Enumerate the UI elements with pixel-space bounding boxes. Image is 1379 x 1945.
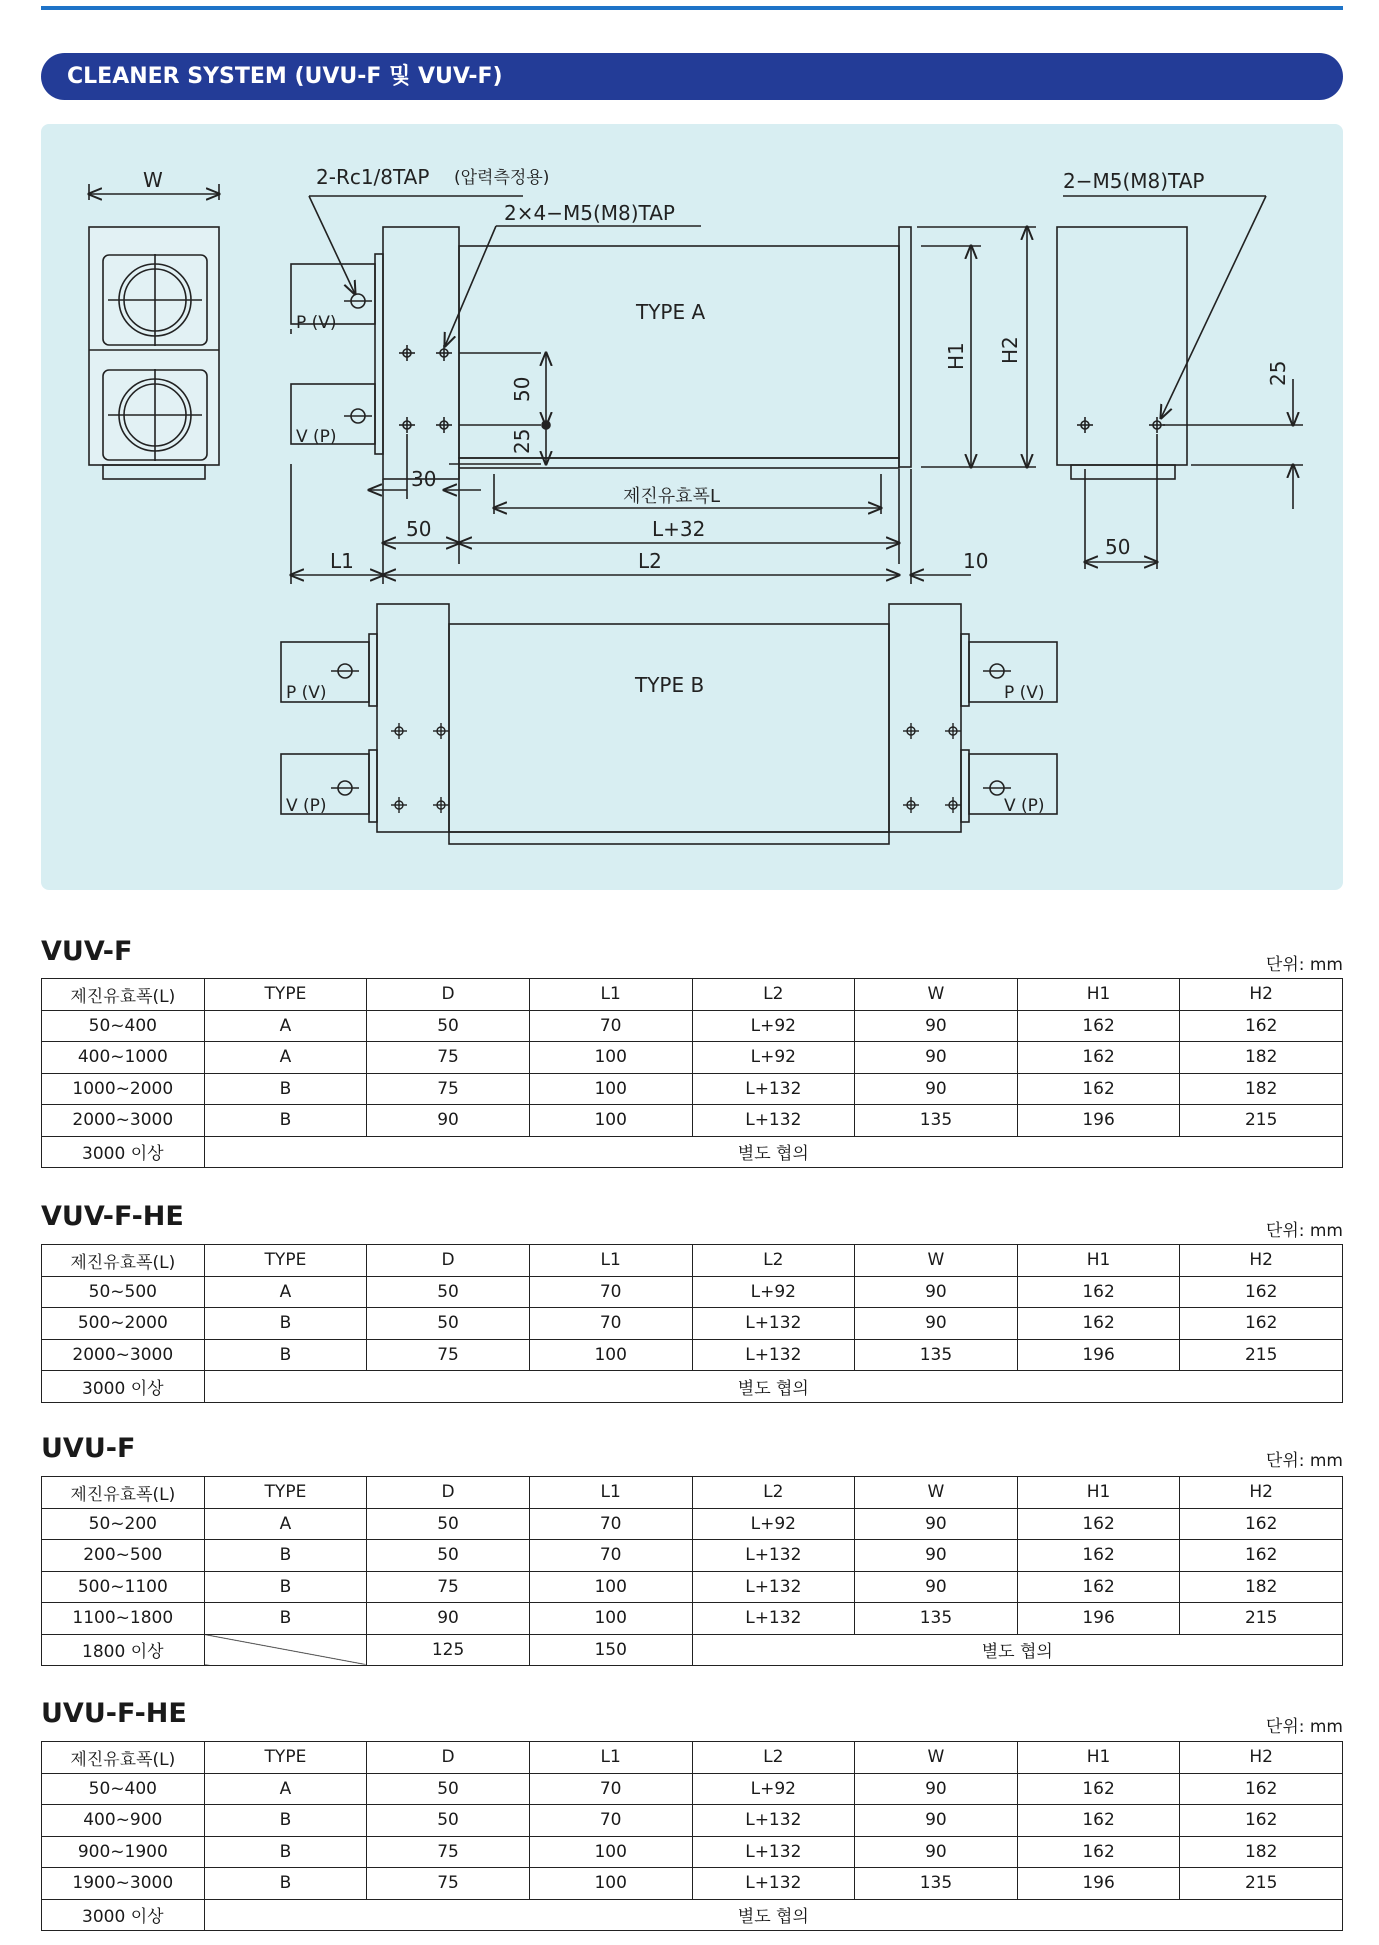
label-tap-pressure-note: (압력측정용) <box>454 168 550 188</box>
label-type-b: TYPE B <box>635 673 705 697</box>
col-header: H1 <box>1017 979 1180 1011</box>
cell: 162 <box>1017 1010 1180 1042</box>
cell: 90 <box>855 1042 1018 1074</box>
label-port-b-right-bottom: V (P) <box>1004 796 1045 816</box>
cell: 215 <box>1180 1868 1343 1900</box>
cell: 182 <box>1180 1571 1343 1603</box>
table-title-uvu-f: UVU-F <box>41 1433 136 1464</box>
table-footer-row <box>42 1371 1343 1403</box>
cell: 50 <box>367 1773 530 1805</box>
header-row <box>42 1742 1343 1774</box>
cell: B <box>204 1073 367 1105</box>
cell: 162 <box>1017 1836 1180 1868</box>
cell: 135 <box>855 1105 1018 1137</box>
cell: 90 <box>367 1603 530 1635</box>
cell: 100 <box>529 1042 692 1074</box>
cell: 75 <box>367 1339 530 1371</box>
label-effective-width: 제진유효폭L <box>623 486 720 507</box>
table-footer-row <box>42 1136 1343 1168</box>
cell: 90 <box>855 1073 1018 1105</box>
cell: 182 <box>1180 1073 1343 1105</box>
cell: 196 <box>1017 1868 1180 1900</box>
cell: 162 <box>1017 1805 1180 1837</box>
cell: 50 <box>367 1308 530 1340</box>
cell: 900~1900 <box>42 1836 205 1868</box>
cell: 100 <box>529 1603 692 1635</box>
col-header: H1 <box>1017 1245 1180 1277</box>
cell: 50 <box>367 1276 530 1308</box>
cell: L+132 <box>692 1805 855 1837</box>
cell: 90 <box>855 1010 1018 1042</box>
table-row <box>42 1010 1343 1042</box>
cell: 162 <box>1017 1540 1180 1572</box>
label-l1: L1 <box>330 549 354 573</box>
col-header: L2 <box>692 979 855 1011</box>
cell: 162 <box>1180 1308 1343 1340</box>
col-header: TYPE <box>204 979 367 1011</box>
cell: 162 <box>1017 1308 1180 1340</box>
col-header: L1 <box>529 1742 692 1774</box>
col-header: H2 <box>1180 979 1343 1011</box>
col-header: H1 <box>1017 1477 1180 1509</box>
label-tap-pressure: 2-Rc1/8TAP <box>316 165 430 189</box>
label-tap-m5-pair: 2×4−M5(M8)TAP <box>504 201 675 225</box>
cell: 50 <box>367 1540 530 1572</box>
cell: L+92 <box>692 1010 855 1042</box>
unit-label: 단위: mm <box>1265 955 1343 975</box>
cell: 182 <box>1180 1836 1343 1868</box>
cell: 75 <box>367 1042 530 1074</box>
table-row <box>42 1868 1343 1900</box>
cell: 100 <box>529 1836 692 1868</box>
cell: 2000~3000 <box>42 1339 205 1371</box>
table-title-vuv-f: VUV-F <box>41 936 133 967</box>
col-header: H1 <box>1017 1742 1180 1774</box>
cell-diagonal <box>204 1634 367 1666</box>
table-row <box>42 1540 1343 1572</box>
label-l32: L+32 <box>652 517 706 541</box>
cell: 196 <box>1017 1339 1180 1371</box>
table-footer-row <box>42 1634 1343 1666</box>
cell: 162 <box>1180 1010 1343 1042</box>
cell: 162 <box>1180 1773 1343 1805</box>
label-10: 10 <box>963 549 989 573</box>
cell: B <box>204 1571 367 1603</box>
cell: 90 <box>855 1276 1018 1308</box>
cell: 1800 이상 <box>42 1634 205 1666</box>
cell: 400~900 <box>42 1805 205 1837</box>
cell: 50 <box>367 1508 530 1540</box>
cell: 70 <box>529 1508 692 1540</box>
label-port-b-left-bottom: V (P) <box>286 796 327 816</box>
cell: L+132 <box>692 1308 855 1340</box>
table-row <box>42 1836 1343 1868</box>
label-h2: H2 <box>998 336 1022 364</box>
end-view <box>89 184 219 479</box>
cell: A <box>204 1276 367 1308</box>
spec-table-vuv-f <box>41 978 1343 1168</box>
cell: 215 <box>1180 1105 1343 1137</box>
cell: 90 <box>367 1105 530 1137</box>
cell: 162 <box>1017 1773 1180 1805</box>
table-row <box>42 1308 1343 1340</box>
label-25-side: 25 <box>1266 360 1290 386</box>
col-header: L1 <box>529 979 692 1011</box>
label-25-vertical: 25 <box>510 428 534 454</box>
cell: 100 <box>529 1105 692 1137</box>
label-50-side: 50 <box>1105 535 1131 559</box>
cell: 75 <box>367 1073 530 1105</box>
cell: 70 <box>529 1308 692 1340</box>
cell: 90 <box>855 1836 1018 1868</box>
cell: 100 <box>529 1339 692 1371</box>
cell: 200~500 <box>42 1540 205 1572</box>
cell: 50~400 <box>42 1010 205 1042</box>
cell: 3000 이상 <box>42 1136 205 1168</box>
cell: 1900~3000 <box>42 1868 205 1900</box>
col-header: L2 <box>692 1245 855 1277</box>
cell: L+132 <box>692 1868 855 1900</box>
unit-label: 단위: mm <box>1265 1717 1343 1737</box>
cell: 2000~3000 <box>42 1105 205 1137</box>
col-header: L1 <box>529 1477 692 1509</box>
col-header: 제진유효폭(L) <box>42 979 205 1011</box>
col-header: D <box>367 1245 530 1277</box>
label-30: 30 <box>411 467 437 491</box>
table-title-vuv-f-he: VUV-F-HE <box>41 1201 184 1232</box>
cell: L+132 <box>692 1339 855 1371</box>
label-port-a-bottom: V (P) <box>296 427 337 447</box>
col-header: 제진유효폭(L) <box>42 1477 205 1509</box>
cell: 162 <box>1017 1276 1180 1308</box>
col-header: H2 <box>1180 1742 1343 1774</box>
col-header: W <box>855 1742 1018 1774</box>
cell: 100 <box>529 1868 692 1900</box>
cell: L+92 <box>692 1773 855 1805</box>
col-header: D <box>367 1742 530 1774</box>
col-header: D <box>367 1477 530 1509</box>
unit-label: 단위: mm <box>1265 1221 1343 1241</box>
cell: B <box>204 1836 367 1868</box>
col-header: TYPE <box>204 1245 367 1277</box>
cell: L+132 <box>692 1603 855 1635</box>
cell: 70 <box>529 1010 692 1042</box>
label-50-vertical: 50 <box>510 376 534 402</box>
spec-table-uvu-f <box>41 1476 1343 1666</box>
cell: 90 <box>855 1308 1018 1340</box>
cell: A <box>204 1010 367 1042</box>
table-title-uvu-f-he: UVU-F-HE <box>41 1698 187 1729</box>
cell-note: 별도 협의 <box>204 1371 1342 1403</box>
cell: 70 <box>529 1276 692 1308</box>
cell: L+132 <box>692 1105 855 1137</box>
unit-label: 단위: mm <box>1265 1451 1343 1471</box>
table-row <box>42 1276 1343 1308</box>
cell: 75 <box>367 1571 530 1603</box>
cell: 182 <box>1180 1042 1343 1074</box>
cell: 135 <box>855 1603 1018 1635</box>
cell: L+132 <box>692 1540 855 1572</box>
cell: 50~200 <box>42 1508 205 1540</box>
label-port-a-top: P (V) <box>296 313 337 333</box>
cell: 162 <box>1180 1276 1343 1308</box>
spec-table-uvu-f-he <box>41 1741 1343 1931</box>
cell: 162 <box>1017 1508 1180 1540</box>
label-w: W <box>143 168 163 192</box>
table-row <box>42 1508 1343 1540</box>
cell: 162 <box>1017 1571 1180 1603</box>
table-row <box>42 1073 1343 1105</box>
cell: B <box>204 1339 367 1371</box>
col-header: W <box>855 1477 1018 1509</box>
label-tap-m5-side: 2−M5(M8)TAP <box>1063 169 1205 193</box>
label-h1: H1 <box>944 342 968 370</box>
cell: 125 <box>367 1634 530 1666</box>
cell-note: 별도 협의 <box>692 1634 1343 1666</box>
cell: B <box>204 1868 367 1900</box>
cell: 162 <box>1180 1508 1343 1540</box>
col-header: H2 <box>1180 1245 1343 1277</box>
cell: 100 <box>529 1073 692 1105</box>
cell: B <box>204 1540 367 1572</box>
spec-table-vuv-f-he <box>41 1244 1343 1403</box>
cell: 3000 이상 <box>42 1371 205 1403</box>
table-row <box>42 1603 1343 1635</box>
cell: 196 <box>1017 1603 1180 1635</box>
col-header: TYPE <box>204 1742 367 1774</box>
cell: 215 <box>1180 1603 1343 1635</box>
technical-drawing-panel <box>41 124 1343 890</box>
cell: 70 <box>529 1540 692 1572</box>
col-header: 제진유효폭(L) <box>42 1742 205 1774</box>
header-row <box>42 1477 1343 1509</box>
col-header: 제진유효폭(L) <box>42 1245 205 1277</box>
cell: 500~1100 <box>42 1571 205 1603</box>
table-row <box>42 1339 1343 1371</box>
cell: 162 <box>1017 1073 1180 1105</box>
cell: 90 <box>855 1508 1018 1540</box>
cell: 400~1000 <box>42 1042 205 1074</box>
cell: 50~500 <box>42 1276 205 1308</box>
cell: 1000~2000 <box>42 1073 205 1105</box>
cell: 75 <box>367 1836 530 1868</box>
label-type-a: TYPE A <box>636 300 706 324</box>
header-row <box>42 1245 1343 1277</box>
cell: 135 <box>855 1339 1018 1371</box>
cell: 90 <box>855 1571 1018 1603</box>
table-row <box>42 1105 1343 1137</box>
header-row <box>42 979 1343 1011</box>
col-header: TYPE <box>204 1477 367 1509</box>
cell: B <box>204 1805 367 1837</box>
table-footer-row <box>42 1899 1343 1931</box>
technical-drawing <box>41 124 1343 890</box>
cell: 50 <box>367 1010 530 1042</box>
cell: 135 <box>855 1868 1018 1900</box>
cell: 75 <box>367 1868 530 1900</box>
cell-note: 별도 협의 <box>204 1136 1342 1168</box>
cell: 90 <box>855 1540 1018 1572</box>
cell-note: 별도 협의 <box>204 1899 1342 1931</box>
section-banner <box>41 53 1343 100</box>
cell: 215 <box>1180 1339 1343 1371</box>
cell: 90 <box>855 1805 1018 1837</box>
cell: L+132 <box>692 1836 855 1868</box>
table-row <box>42 1805 1343 1837</box>
col-header: L2 <box>692 1742 855 1774</box>
top-rule <box>41 6 1343 10</box>
cell: 500~2000 <box>42 1308 205 1340</box>
cell: B <box>204 1603 367 1635</box>
table-row <box>42 1571 1343 1603</box>
cell: 70 <box>529 1773 692 1805</box>
col-header: H2 <box>1180 1477 1343 1509</box>
cell: 90 <box>855 1773 1018 1805</box>
cell: L+132 <box>692 1073 855 1105</box>
col-header: W <box>855 1245 1018 1277</box>
cell: 150 <box>529 1634 692 1666</box>
cell: 70 <box>529 1805 692 1837</box>
cell: L+132 <box>692 1571 855 1603</box>
cell: 100 <box>529 1571 692 1603</box>
cell: A <box>204 1773 367 1805</box>
cell: 162 <box>1017 1042 1180 1074</box>
cell: 1100~1800 <box>42 1603 205 1635</box>
cell: L+92 <box>692 1508 855 1540</box>
cell: 50~400 <box>42 1773 205 1805</box>
col-header: L2 <box>692 1477 855 1509</box>
label-l2: L2 <box>638 549 662 573</box>
label-port-b-left-top: P (V) <box>286 683 327 703</box>
cell: 162 <box>1180 1805 1343 1837</box>
cell: 162 <box>1180 1540 1343 1572</box>
col-header: L1 <box>529 1245 692 1277</box>
label-port-b-right-top: P (V) <box>1004 683 1045 703</box>
cell: B <box>204 1105 367 1137</box>
cell: L+92 <box>692 1276 855 1308</box>
type-b-view <box>281 604 1057 844</box>
cell: 3000 이상 <box>42 1899 205 1931</box>
banner-title: CLEANER SYSTEM (UVU-F 및 VUV-F) <box>67 64 503 89</box>
cell: B <box>204 1308 367 1340</box>
table-row <box>42 1042 1343 1074</box>
label-50-horizontal: 50 <box>406 517 432 541</box>
table-row <box>42 1773 1343 1805</box>
cell: L+92 <box>692 1042 855 1074</box>
col-header: W <box>855 979 1018 1011</box>
cell: 196 <box>1017 1105 1180 1137</box>
col-header: D <box>367 979 530 1011</box>
cell: A <box>204 1508 367 1540</box>
cell: 50 <box>367 1805 530 1837</box>
cell: A <box>204 1042 367 1074</box>
